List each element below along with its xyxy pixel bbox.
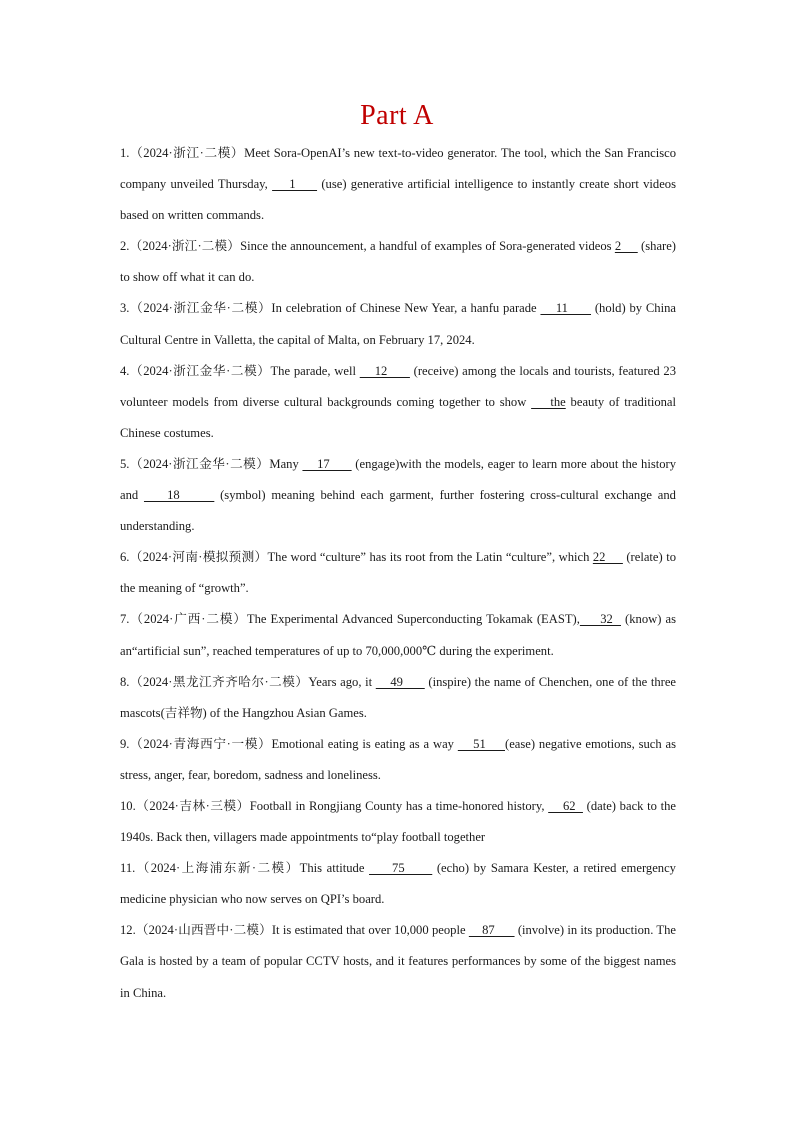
question-number: 11. [120, 861, 136, 876]
question-text-after: (involve) in its production. The Gala is hosted by a team of popular CCTV hosts, and it features performances by some of the biggest names in China. [120, 923, 677, 1000]
question-number: 9. [120, 736, 130, 751]
question-source: （2024·黑龙江齐齐哈尔·二模） [129, 674, 309, 689]
answer-blank: 75 [369, 861, 433, 876]
page-title: Part A [360, 100, 434, 131]
question-text-after: (ease) negative emotions, such as stress, anger, fear, boredom, sadness and loneliness. [120, 736, 676, 782]
answer-blank-2: the [531, 394, 566, 409]
question-number: 6. [120, 550, 130, 565]
question-source: （2024·山西晋中·二模） [135, 923, 272, 938]
question-12 [120, 915, 676, 1008]
answer-blank: 17 [302, 456, 352, 471]
question-source: （2024·吉林·三模） [135, 798, 250, 813]
question-source: （2024·浙江金华·二模） [129, 363, 271, 378]
answer-blank: 2 [614, 239, 638, 254]
question-text-after: (inspire) the name of Chenchen, one of the three mascots(吉祥物) of the Hangzhou Asian Games. [120, 674, 677, 720]
answer-blank-2: 18 [143, 488, 215, 503]
answer-blank: 1 [272, 177, 318, 192]
question-text-before: Football in Rongjiang County has a time-honored history, [249, 798, 549, 813]
question-7 [120, 604, 676, 666]
question-source: （2024·浙江·二模） [129, 146, 245, 160]
question-1 [120, 138, 676, 231]
answer-blank: 22 [592, 550, 623, 565]
question-8 [120, 667, 676, 729]
question-11 [120, 853, 676, 915]
question-text-before: It is estimated that over 10,000 people [271, 923, 469, 938]
question-text-before: Emotional eating is eating as a way [271, 736, 458, 751]
question-text-before: Since the announcement, a handful of examples of Sora-generated videos [240, 239, 615, 254]
answer-blank: 87 [468, 923, 515, 938]
question-list [120, 138, 676, 1009]
question-text-before: Years ago, it [308, 674, 376, 689]
question-source: （2024·广西·二模） [129, 612, 247, 627]
question-3 [120, 293, 676, 355]
question-text-before: The Experimental Advanced Superconducting Tokamak (EAST), [246, 612, 580, 627]
question-number: 5. [120, 456, 130, 471]
question-text-after-2: (symbol) meaning behind each garment, further fostering cross-cultural exchange and understanding. [120, 488, 676, 534]
question-text-after: (share) to show off what it can do. [120, 239, 677, 285]
answer-blank: 51 [457, 736, 505, 751]
question-9 [120, 729, 676, 791]
question-number: 4. [120, 363, 130, 378]
question-4 [120, 356, 676, 449]
question-source: （2024·上海浦东新·二模） [135, 861, 300, 876]
question-text-after: (receive) among the locals and tourists, featured 23 volunteer models from diverse cultural backgrounds coming together to show [120, 363, 676, 409]
question-text-before: The parade, well [270, 363, 360, 378]
question-text-before: This attitude [299, 861, 370, 876]
question-6 [120, 542, 676, 604]
question-text-after: (echo) by Samara Kester, a retired emergency medicine physician who now serves on QPI’s board. [120, 861, 676, 907]
answer-blank: 62 [548, 798, 583, 813]
question-text-before: In celebration of Chinese New Year, a hanfu parade [271, 301, 541, 316]
question-source: （2024·浙江金华·二模） [129, 301, 272, 316]
question-5 [120, 449, 676, 542]
question-text-after: (relate) to the meaning of “growth”. [120, 550, 676, 596]
question-text-before: Meet Sora-OpenAI’s new text-to-video generator. The tool, which the San Francisco company unveiled Thursday, [120, 146, 676, 192]
question-number: 7. [120, 612, 130, 627]
question-text-after: (date) back to the 1940s. Back then, villagers made appointments to“play football together [120, 798, 677, 845]
answer-blank: 11 [540, 301, 592, 316]
question-text-after-2: beauty of traditional Chinese costumes. [120, 394, 676, 440]
question-source: （2024·浙江金华·二模） [129, 456, 270, 471]
question-source: （2024·青海西宁·一模） [129, 736, 272, 751]
question-2 [120, 231, 676, 293]
question-number: 8. [120, 674, 130, 689]
question-text-after: (use) generative artificial intelligence to instantly create short videos based on written commands. [120, 177, 677, 223]
question-text-after: (hold) by China Cultural Centre in Valletta, the capital of Malta, on February 17, 2024. [120, 301, 676, 347]
question-text-after: (know) as an“artificial sun”, reached temperatures of up to 70,000,000℃ during the experiment. [120, 612, 676, 658]
question-10 [120, 791, 676, 853]
answer-blank: 49 [375, 674, 425, 689]
answer-blank: 32 [579, 612, 621, 627]
answer-blank: 12 [359, 363, 410, 378]
question-source: （2024·浙江·二模） [129, 239, 241, 254]
question-text-before: Many [269, 456, 303, 471]
question-number: 1. [120, 146, 130, 160]
question-text-after: (engage)with the models, eager to learn more about the history and [120, 456, 677, 503]
question-number: 3. [120, 301, 130, 316]
question-number: 12. [120, 923, 136, 938]
question-text-before: The word “culture” has its root from the Latin “culture”, which [267, 550, 593, 565]
question-number: 10. [120, 798, 136, 813]
question-source: （2024·河南·模拟预测） [129, 550, 268, 565]
question-number: 2. [120, 239, 130, 254]
